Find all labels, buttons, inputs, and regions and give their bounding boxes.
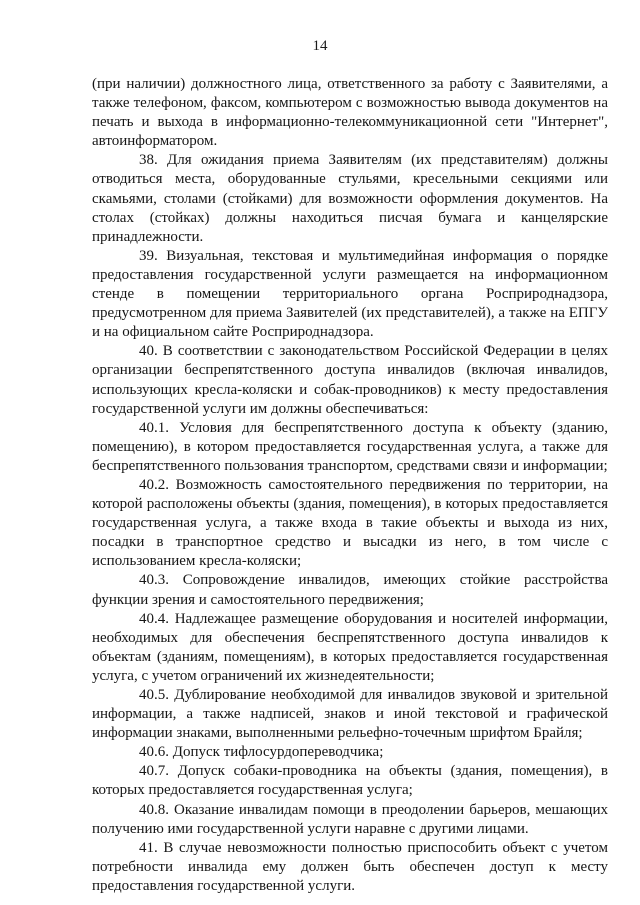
paragraph-40-2: 40.2. Возможность самостоятельного передвижения по территории, на которой расположены объекты (здания, помещения), в которых предоставляется государственная услуга, а также входа в такие объекты и выхода из них, посадки в транспортное средство и высадки из него, в том числе с использованием кресла-коляски; — [92, 476, 608, 570]
paragraph-39: 39. Визуальная, текстовая и мультимедийная информация о порядке предоставления государственной услуги размещается на информационном стенде в помещении территориального органа Росприроднадзора, предусмотренном для приема Заявителей (их представителей), а также на ЕПГУ и на официальном сайте Росприроднадзора. — [92, 247, 608, 341]
paragraph-40-4: 40.4. Надлежащее размещение оборудования и носителей информации, необходимых для обеспечения беспрепятственного доступа инвалидов к объектам (зданиям, помещениям), в которых предоставляется государственная услуга, с учетом ограничений их жизнедеятельности; — [92, 610, 608, 684]
paragraph-40-3: 40.3. Сопровождение инвалидов, имеющих стойкие расстройства функции зрения и самостоятельного передвижения; — [92, 572, 608, 608]
document-body — [92, 75, 608, 896]
paragraph-40-6: 40.6. Допуск тифлосурдопереводчика; — [139, 744, 384, 761]
paragraph-38: 38. Для ожидания приема Заявителям (их представителям) должны отводиться места, оборудованные стульями, кресельными секциями или скамьями, столами (стойками) для возможности оформления документов. На столах (стойках) должны находиться писчая бумага и канцелярские принадлежности. — [92, 152, 608, 245]
paragraph-40-8: 40.8. Оказание инвалидам помощи в преодолении барьеров, мешающих получению ими государственной услуги наравне с другими лицами. — [92, 801, 608, 837]
paragraph-41: 41. В случае невозможности полностью приспособить объект с учетом потребности инвалида ему должен быть обеспечен доступ к месту предоставления государственной услуги. — [92, 839, 608, 894]
page-number: 14 — [312, 38, 328, 54]
paragraph-40-1: 40.1. Условия для беспрепятственного доступа к объекту (зданию, помещению), в котором предоставляется государственная услуга, а также для беспрепятственного пользования транспортом, средствами связи и информации; — [92, 419, 608, 474]
paragraph-40: 40. В соответствии с законодательством Российской Федерации в целях организации беспрепятственного доступа инвалидов (включая инвалидов, использующих кресла-коляски и собак-проводников) к месту предоставления государственной услуги им должны обеспечиваться: — [92, 343, 608, 417]
paragraph-40-5: 40.5. Дублирование необходимой для инвалидов звуковой и зрительной информации, а также надписей, знаков и иной текстовой и графической информации знаками, выполненными рельефно-точечным шрифтом Брайля; — [92, 687, 608, 742]
paragraph-40-7: 40.7. Допуск собаки-проводника на объекты (здания, помещения), в которых предоставляется государственная услуга; — [92, 763, 608, 799]
paragraph-continuation: (при наличии) должностного лица, ответственного за работу с Заявителями, а также телефоном, факсом, компьютером с возможностью вывода документов на печать и выхода в информационно-телекоммуникационной сети "Интернет", автоинформатором. — [92, 76, 608, 150]
